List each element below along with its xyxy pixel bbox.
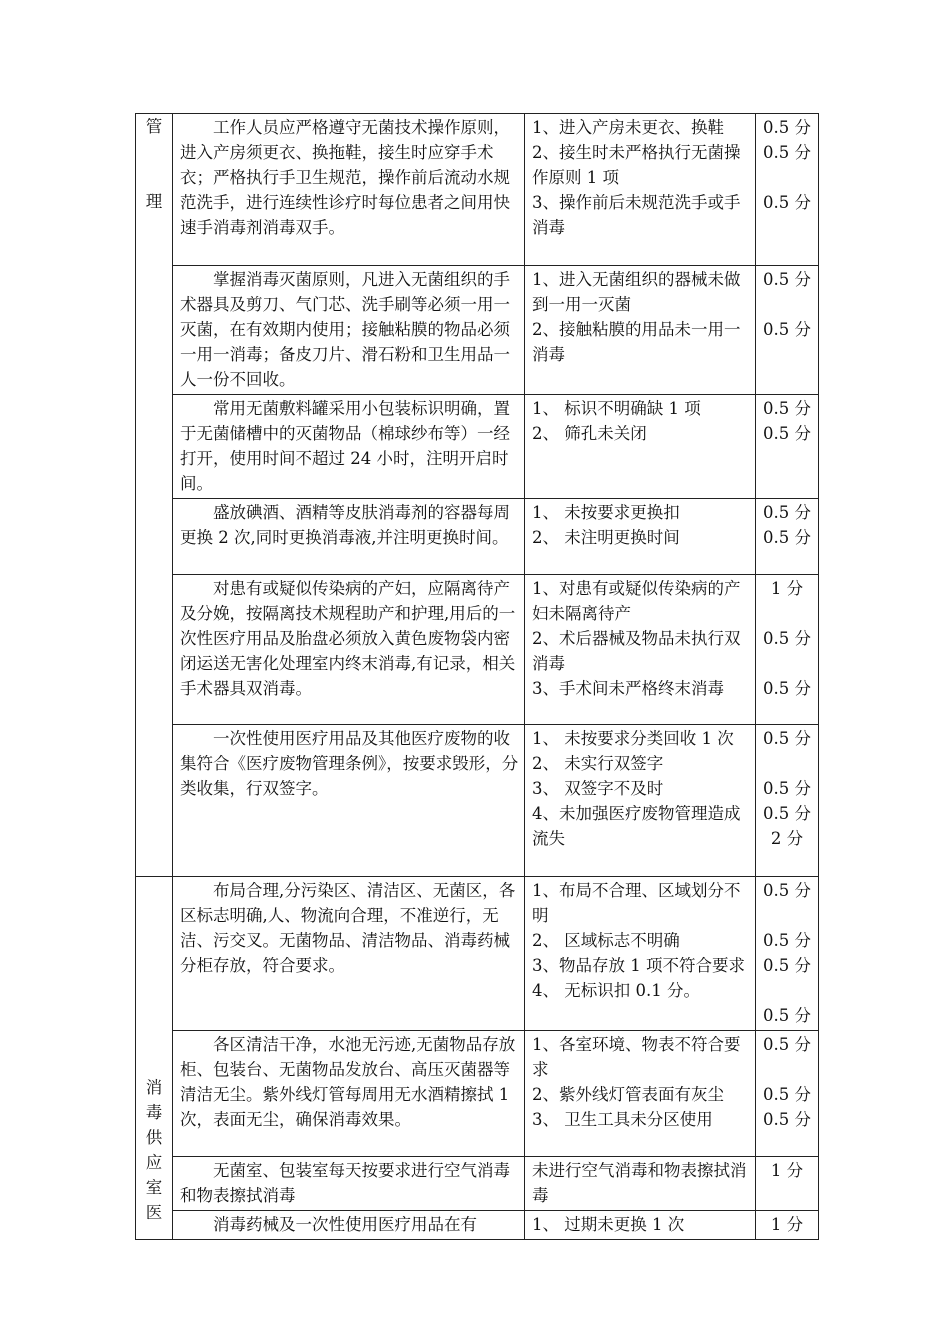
deduction-item: 2、接触粘膜的用品未一用一消毒 <box>532 320 741 364</box>
points-item <box>758 751 816 776</box>
points-item: 2 分 <box>770 829 804 848</box>
points-cell <box>756 499 819 575</box>
standard-cell: 盛放碘酒、酒精等皮肤消毒剂的容器每周更换 2 次,同时更换消毒液,并注明更换时间。 <box>173 499 525 575</box>
points-item: 0.5 分 <box>763 729 811 748</box>
points-cell <box>756 395 819 499</box>
deduction-cell <box>525 877 756 1031</box>
deduction-item: 未进行空气消毒和物表擦拭消毒 <box>532 1161 747 1205</box>
deduction-cell <box>525 499 756 575</box>
points-item: 1 分 <box>770 1161 804 1180</box>
deduction-item: 2、接生时未严格执行无菌操作原则 1 项 <box>532 143 741 187</box>
standard-cell: 布局合理,分污染区、清洁区、无菌区，各区标志明确,人、物流向合理，不准逆行，无洁、污交叉。无菌物品、清洁物品、消毒药械分柜存放，符合要求。 <box>173 877 525 1031</box>
standard-cell: 消毒药械及一次性使用医疗用品在有 <box>173 1211 525 1240</box>
points-cell <box>756 1031 819 1157</box>
points-item <box>758 601 816 626</box>
deduction-item: 1、进入产房未更衣、换鞋 <box>532 118 724 137</box>
table-row <box>136 114 819 266</box>
deduction-item: 2、 未注明更换时间 <box>532 528 680 547</box>
deduction-item: 1、 标识不明确缺 1 项 <box>532 399 701 418</box>
deduction-item: 1、布局不合理、区域划分不明 <box>532 881 741 925</box>
deduction-cell <box>525 725 756 877</box>
points-cell <box>756 1211 819 1240</box>
points-item: 0.5 分 <box>763 956 811 975</box>
table-row <box>136 877 819 1031</box>
points-item: 0.5 分 <box>763 399 811 418</box>
table-row <box>136 266 819 395</box>
table-row <box>136 1157 819 1211</box>
points-item: 0.5 分 <box>763 143 811 162</box>
points-item <box>758 165 816 190</box>
deduction-item: 3、手术间未严格终末消毒 <box>532 679 724 698</box>
points-item: 0.5 分 <box>763 1035 811 1054</box>
category-char: 毒 <box>145 1103 163 1122</box>
points-item: 0.5 分 <box>763 1110 811 1129</box>
points-cell <box>756 266 819 395</box>
deduction-cell <box>525 395 756 499</box>
points-item <box>758 903 816 928</box>
deduction-item: 2、 筛孔未关闭 <box>532 424 647 443</box>
standard-cell: 一次性使用医疗用品及其他医疗废物的收集符合《医疗废物管理条例》，按要求毁形，分类收集，行双签字。 <box>173 725 525 877</box>
points-item: 0.5 分 <box>763 270 811 289</box>
points-item: 0.5 分 <box>763 679 811 698</box>
deduction-item: 3、 双签字不及时 <box>532 779 664 798</box>
standard-cell: 工作人员应严格遵守无菌技术操作原则，进入产房须更衣、换拖鞋，接生时应穿手术衣；严格执行手卫生规范，操作前后流动水规范洗手，进行连续性诊疗时每位患者之间用快速手消毒剂消毒双手。 <box>173 114 525 266</box>
points-item: 0.5 分 <box>763 804 811 823</box>
category-label <box>146 114 163 214</box>
table-row <box>136 725 819 877</box>
deduction-cell <box>525 114 756 266</box>
points-cell <box>756 877 819 1031</box>
points-item: 1 分 <box>770 1215 804 1234</box>
evaluation-table <box>135 113 819 1240</box>
points-item: 0.5 分 <box>763 1006 811 1025</box>
points-item: 0.5 分 <box>763 118 811 137</box>
table-row <box>136 395 819 499</box>
deduction-item: 4、 无标识扣 0.1 分。 <box>532 981 700 1000</box>
standard-cell: 对患有或疑似传染病的产妇，应隔离待产及分娩，按隔离技术规程助产和护理,用后的一次性医疗用品及胎盘必须放入黄色废物袋内密闭运送无害化处理室内终末消毒,有记录，相关手术器具双消毒。 <box>173 575 525 725</box>
deduction-item: 1、 过期未更换 1 次 <box>532 1215 685 1234</box>
standard-cell: 常用无菌敷料罐采用小包装标识明确，置于无菌储槽中的灭菌物品（棉球纱布等）一经打开，使用时间不超过 24 小时，注明开启时间。 <box>173 395 525 499</box>
category-cell-management <box>136 114 173 877</box>
deduction-item: 1、各室环境、物表不符合要求 <box>532 1035 741 1079</box>
deduction-item: 2、紫外线灯管表面有灰尘 <box>532 1085 724 1104</box>
points-cell <box>756 725 819 877</box>
deduction-item: 3、物品存放 1 项不符合要求 <box>532 956 745 975</box>
standard-cell: 各区清洁干净，水池无污迹,无菌物品存放柜、包装台、无菌物品发放台、高压灭菌器等清洁无尘。紫外线灯管每周用无水酒精擦拭 1 次，表面无尘，确保消毒效果。 <box>173 1031 525 1157</box>
deduction-item: 3、 卫生工具未分区使用 <box>532 1110 713 1129</box>
points-cell <box>756 575 819 725</box>
points-item: 0.5 分 <box>763 528 811 547</box>
points-item: 0.5 分 <box>763 1085 811 1104</box>
table-row <box>136 1211 819 1240</box>
deduction-item: 1、 未按要求分类回收 1 次 <box>532 729 734 748</box>
deduction-item: 3、操作前后未规范洗手或手消毒 <box>532 193 741 237</box>
points-cell <box>756 1157 819 1211</box>
points-item <box>758 1057 816 1082</box>
category-char: 医 <box>145 1203 163 1222</box>
category-char: 室 <box>145 1178 163 1197</box>
points-item: 1 分 <box>770 579 804 598</box>
deduction-cell <box>525 1211 756 1240</box>
deduction-cell <box>525 266 756 395</box>
deduction-item: 1、 未按要求更换扣 <box>532 503 680 522</box>
deduction-item: 2、 未实行双签字 <box>532 754 664 773</box>
points-item: 0.5 分 <box>763 320 811 339</box>
category-cell-sterilization <box>136 877 173 1240</box>
points-item <box>758 651 816 676</box>
points-item: 0.5 分 <box>763 424 811 443</box>
table-row <box>136 575 819 725</box>
deduction-item: 1、对患有或疑似传染病的产妇未隔离待产 <box>532 579 741 623</box>
table-row <box>136 1031 819 1157</box>
standard-cell: 掌握消毒灭菌原则，凡进入无菌组织的手术器具及剪刀、气门芯、洗手刷等必须一用一灭菌，在有效期内使用；接触粘膜的物品必须一用一消毒；备皮刀片、滑石粉和卫生用品一人一份不回收。 <box>173 266 525 395</box>
category-char: 管 <box>145 117 163 136</box>
points-item: 0.5 分 <box>763 931 811 950</box>
deduction-cell <box>525 1157 756 1211</box>
category-char: 理 <box>145 192 163 211</box>
points-item: 0.5 分 <box>763 193 811 212</box>
points-item: 0.5 分 <box>763 881 811 900</box>
points-item: 0.5 分 <box>763 779 811 798</box>
deduction-item: 4、未加强医疗废物管理造成流失 <box>532 804 741 848</box>
deduction-item: 1、进入无菌组织的器械未做到一用一灭菌 <box>532 270 741 314</box>
category-char: 供 <box>145 1128 163 1147</box>
points-item: 0.5 分 <box>763 629 811 648</box>
deduction-cell <box>525 1031 756 1157</box>
points-cell <box>756 114 819 266</box>
category-label <box>146 1075 163 1225</box>
deduction-item: 2、 区域标志不明确 <box>532 931 680 950</box>
deduction-cell <box>525 575 756 725</box>
table-row <box>136 499 819 575</box>
deduction-item: 2、术后器械及物品未执行双消毒 <box>532 629 741 673</box>
category-char: 应 <box>145 1153 163 1172</box>
standard-cell: 无菌室、包装室每天按要求进行空气消毒和物表擦拭消毒 <box>173 1157 525 1211</box>
points-item <box>758 978 816 1003</box>
points-item <box>758 292 816 317</box>
points-item: 0.5 分 <box>763 503 811 522</box>
category-char: 消 <box>145 1078 163 1097</box>
